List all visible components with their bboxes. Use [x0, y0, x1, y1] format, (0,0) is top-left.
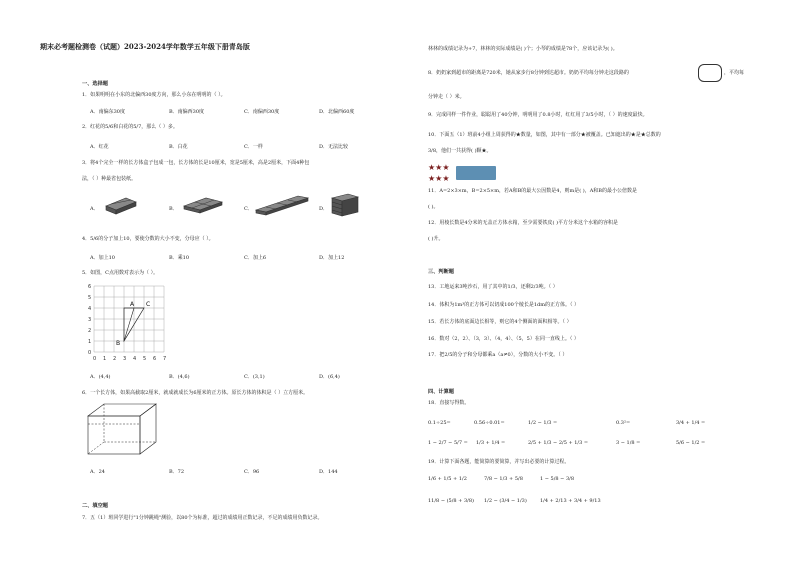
- cuboid-figure: [86, 402, 162, 458]
- grid-y-label: 0: [88, 350, 92, 356]
- calc-item: 1 − 5/8 − 3/8: [540, 476, 575, 482]
- section-calculation: 四、计算题: [428, 389, 454, 395]
- point-c-label: C: [146, 301, 151, 308]
- calc-item: 0.1÷25=: [428, 420, 451, 426]
- calc-item: 2/5 + 1/3 − 2/5 + 1/3 =: [528, 440, 589, 446]
- question-1: 1．如果明明在小东的北偏西30度方向，那么小东在明明的（ ）。: [82, 92, 226, 98]
- q6-option-d: D．144: [319, 469, 338, 475]
- calc-item: 1/2 − (3/4 − 1/3): [484, 498, 527, 504]
- left-column: [74, 0, 404, 562]
- grid-x-label: 2: [113, 356, 117, 362]
- q3-option-a: A．: [90, 206, 99, 212]
- calc-item: 1 − 2/7 − 5/7 =: [428, 440, 468, 446]
- q1-option-b: B．南偏西30度: [169, 109, 205, 115]
- q2-option-d: D．无法比较: [319, 144, 349, 150]
- question-15: 15．若长方体的底面边长相等，则它的4个侧面的面积相等。（ ）: [428, 319, 572, 325]
- question-17: 17．把2/5的分子和分母都乘a（a≠0），分数的大小不变。（ ）: [428, 352, 568, 358]
- calc-item: 1/4 + 2/13 + 3/4 + 9/13: [540, 498, 601, 504]
- q3-option-d: D．: [319, 206, 329, 212]
- fraction-answer-box: [698, 64, 722, 82]
- calc-item: 5/6 − 1/2 =: [676, 440, 706, 446]
- q3-option-c: C．: [244, 206, 253, 212]
- question-8-suffix: ，平均每: [724, 70, 745, 76]
- grid-x-label: 7: [163, 356, 167, 362]
- calc-item: 1/2 − 1/3 =: [528, 420, 558, 426]
- question-11-line1: 11．A=2×3×m，B=2×5×m，若A和B的最大公因数是4，则m是( )，A和B的最小公倍数是: [428, 188, 637, 194]
- grid-x-label: 3: [123, 356, 127, 362]
- q5-option-d: D．(6,4): [319, 374, 340, 380]
- point-b-label: B: [116, 340, 121, 347]
- question-2: 2．红花的5/6和白花的5/7，那么（ ）多。: [82, 124, 178, 130]
- q5-option-a: A．(4,4): [90, 374, 111, 380]
- grid-y-label: 4: [88, 306, 92, 312]
- covered-stars-bar: [456, 166, 496, 180]
- svg-text:★★★: ★★★: [428, 163, 450, 172]
- question-12-line2: ( )升。: [428, 236, 444, 242]
- question-6: 6．一个长方体，如果高截取2厘米，就成就成长为6厘米的正方体。原长方体的体积是（ ）立方厘米。: [82, 390, 309, 396]
- q2-option-b: B．白花: [169, 144, 188, 150]
- q6-option-c: C．96: [244, 469, 260, 475]
- question-18: 18．直接写得数。: [428, 400, 470, 406]
- section-choice: 一、选择题: [82, 81, 108, 87]
- question-4: 4．5/6的分子加上10，要使分数的大小不变，分母应（ ）。: [82, 236, 214, 242]
- calc-item: 0.56÷0.01=: [474, 420, 505, 426]
- question-12-line1: 12．用棱长数是4分米的无盖正方体水箱，至少需要铁皮( )平方分米这个水箱的容积是: [428, 220, 619, 226]
- grid-y-label: 6: [88, 284, 92, 290]
- q1-option-d: D．北偏西60度: [319, 109, 355, 115]
- calc-item: 11/8 − (5/8 + 3/8): [428, 498, 474, 504]
- q1-option-a: A．南偏东30度: [90, 109, 125, 115]
- box-pack-a-image: [104, 194, 138, 216]
- calc-item: 0.3²=: [616, 420, 631, 426]
- question-10-line2: 3/8，他们一共获得( )颗★。: [428, 148, 492, 154]
- grid-x-label: 6: [153, 356, 157, 362]
- section-fill-blank: 二、填空题: [82, 503, 108, 509]
- calc-item: 1/6 + 1/5 + 1/2: [428, 476, 467, 482]
- calc-item: 7/8 − 1/3 + 5/8: [484, 476, 523, 482]
- q4-option-a: A．加上10: [90, 255, 115, 261]
- question-13: 13．工地运来3吨沙石，用了其中的1/3，还剩2/3吨。（ ）: [428, 284, 558, 290]
- q5-option-b: B．(4,6): [169, 374, 190, 380]
- grid-y-label: 3: [88, 317, 92, 323]
- svg-text:★★★: ★★★: [428, 174, 450, 183]
- question-7-cont: 林林的成绩记录为+7，林林的实际成绩是( )个；小琴的成绩是78个，应该记录为( )。: [428, 46, 618, 52]
- right-column: [424, 0, 754, 562]
- q4-option-d: D．加上12: [319, 255, 345, 261]
- question-10-line1: 10．下面五（1）班前4小组上周获得的★数量，如图，其中有一部分★被覆盖。已知遮出的★是★总数的: [428, 132, 661, 138]
- q4-option-b: B．乘10: [169, 255, 190, 261]
- question-3-line2: 法，（ ）种最省包装纸。: [82, 176, 137, 182]
- question-9: 9．完成同样一件作业，聪聪用了40分钟，明明用了0.8小时，红红用了3/5小时，（ ）的速度最快。: [428, 112, 648, 118]
- grid-x-label: 5: [143, 356, 147, 362]
- grid-y-label: 2: [88, 328, 92, 334]
- section-judgement: 三、判断题: [428, 269, 454, 275]
- calc-item: 1/3 + 1/4 =: [476, 440, 506, 446]
- grid-y-label: 5: [88, 295, 92, 301]
- q5-option-c: C．(3,1): [244, 374, 265, 380]
- coordinate-grid: [84, 282, 184, 364]
- q1-option-c: C．南偏西30度: [244, 109, 280, 115]
- q4-option-c: C．加上6: [244, 255, 267, 261]
- q6-option-a: A．24: [90, 469, 105, 475]
- page-title: 期末必考题检测卷（试题）2023-2024学年数学五年级下册青岛版: [40, 42, 250, 51]
- box-pack-c-image: [254, 194, 310, 216]
- grid-x-label: 1: [103, 356, 107, 362]
- box-pack-b-image: [182, 194, 224, 216]
- question-14: 14．体积为1m³的正方体可以切成100个棱长是1dm的正方体。（ ）: [428, 302, 580, 308]
- question-19: 19．计算下面各题，能简算的要简算，并写出必要的计算过程。: [428, 459, 570, 465]
- question-7: 7．五（1）班同学进行"1分钟跳绳"测验，以80个为标准，超过的成绩用正数记录，不足的成绩用负数记录。: [82, 515, 323, 521]
- calc-item: 3 − 1/8 =: [616, 440, 641, 446]
- question-16: 16．数对（2，2）、（3，3）、（4，4）、（5，5）在同一直线上。（ ）: [428, 336, 579, 342]
- q2-option-a: A．红花: [90, 144, 109, 150]
- question-5: 5．如图，C点用数对表示为（ ）。: [82, 270, 159, 276]
- point-a-label: A: [130, 301, 135, 308]
- question-8-line2: 分钟走（ ）米。: [428, 94, 465, 100]
- q6-option-b: B．72: [169, 469, 185, 475]
- grid-x-label: 0: [93, 356, 97, 362]
- q2-option-c: C．一样: [244, 144, 263, 150]
- question-11-line2: ( )。: [428, 204, 439, 210]
- question-3-line1: 3．将4个完全一样的长方体盒子包成一包，长方体的长是10厘米，宽是5厘米，高是2厘米，下面4种包: [82, 160, 310, 166]
- question-8-line1: 8．奶奶家到超市的距离是720米，她从家步行8分钟到达超市。奶奶平均每分钟走这段路的: [428, 70, 629, 76]
- q3-option-b: B．: [169, 206, 178, 212]
- grid-x-label: 4: [133, 356, 137, 362]
- calc-item: 3/4 + 1/4 =: [676, 420, 706, 426]
- grid-y-label: 1: [88, 339, 92, 345]
- box-pack-d-image: [330, 192, 360, 218]
